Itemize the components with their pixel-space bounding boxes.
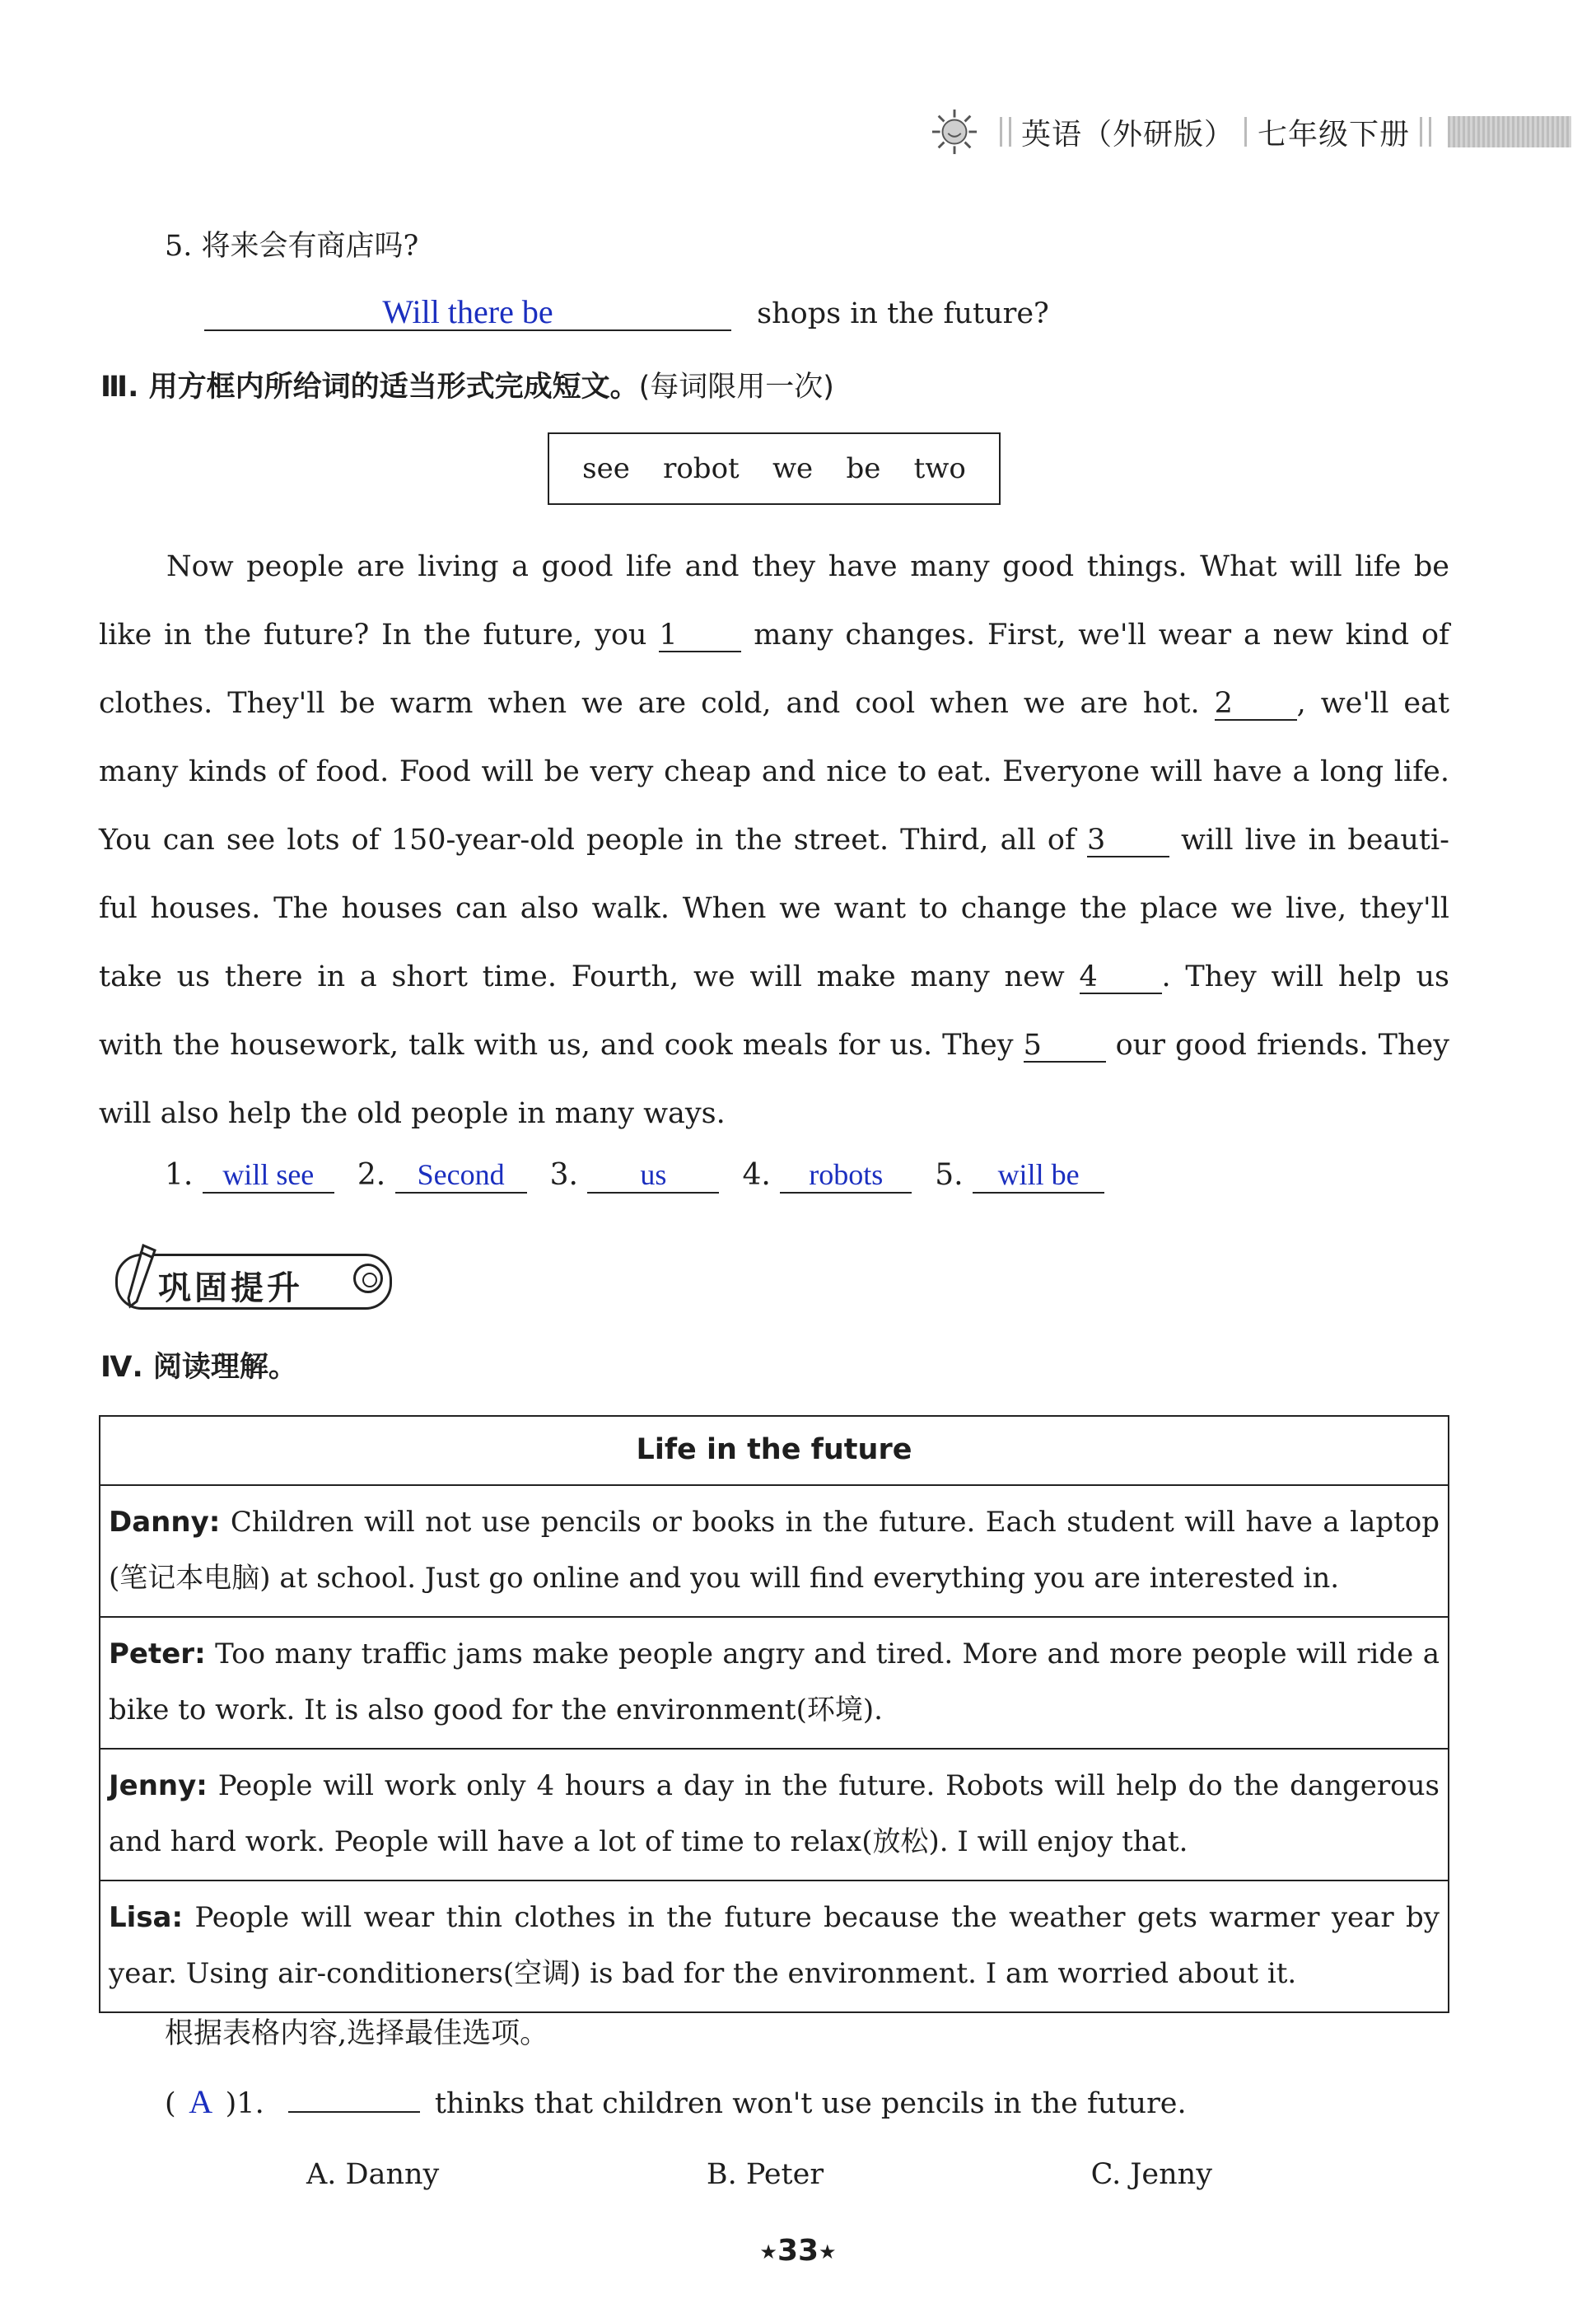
answer-number: 5. (935, 1158, 964, 1192)
answer-text: Second (395, 1157, 527, 1194)
question-1-blank (288, 2111, 420, 2113)
q5-answer: Will there be (204, 295, 731, 331)
answer-text: will see (203, 1157, 334, 1194)
speaker-separator: : (208, 1506, 221, 1539)
header-book-title: 英语（外研版） (1020, 117, 1234, 152)
passage-line (99, 1097, 1449, 1130)
word-box-item: be (846, 452, 881, 485)
passage-line (99, 892, 1449, 925)
table-row (100, 1749, 1449, 1880)
option-a: A. Danny (306, 2158, 440, 2191)
speaker-separator: : (194, 1638, 206, 1670)
table-row (100, 1617, 1449, 1749)
passage-line (99, 755, 1449, 788)
section-banner (107, 1244, 391, 1311)
speaker-name: Jenny (109, 1769, 197, 1802)
passage-text: You can see lots of 150-year-old people in the street. Third, all of (99, 824, 1087, 857)
passage-text: will also help the old people in many ways. (99, 1097, 726, 1130)
passage-text: clothes. They'll be warm when we are cold, and cool when we are hot. (99, 687, 1215, 720)
sun-icon (931, 108, 978, 156)
header-divider (1420, 117, 1431, 147)
table-header-row (100, 1416, 1449, 1485)
answer-item (742, 1157, 912, 1194)
header-divider (1244, 117, 1248, 147)
banner-title: 巩固提升 (158, 1269, 303, 1307)
speaker-text: Children will not use pencils or books in the future. Each student will have a laptop (笔记本电脑) at school. Just go online and you will find everything you are interested in. (109, 1506, 1440, 1595)
speaker-text: People will wear thin clothes in the future because the weather gets warmer year by year. Using air-conditioners(空调) is bad for the environment. I am worried about it. (109, 1901, 1440, 1990)
table-row (100, 1485, 1449, 1617)
answer-item (165, 1157, 334, 1194)
passage-text: many kinds of food. Food will be very cheap and nice to eat. Everyone will have a long life. (99, 755, 1449, 788)
blank-1: 1 (659, 620, 741, 652)
table-cell (100, 1880, 1449, 2012)
option-c: C. Jenny (1090, 2158, 1212, 2191)
passage-text: many changes. First, we'll wear a new kind of (741, 619, 1449, 652)
answer-number: 4. (742, 1158, 771, 1192)
star-icon: ★ (819, 2240, 837, 2264)
passage-line (99, 1029, 1449, 1062)
question-1-text: thinks that children won't use pencils in the future. (434, 2087, 1187, 2120)
passage-text: ful houses. The houses can also walk. When we want to change the place we live, they'll (99, 892, 1449, 925)
section4-instruction: 根据表格内容,选择最佳选项。 (165, 2017, 549, 2050)
question-1-options (306, 2158, 1212, 2191)
passage-text: take us there in a short time. Fourth, we will make many new (99, 960, 1080, 993)
question-1-answer: A (189, 2083, 213, 2120)
option-b: B. Peter (706, 2158, 824, 2191)
passage-text: , we'll eat (1296, 687, 1450, 720)
table-cell (100, 1617, 1449, 1749)
table-title: Life in the future (100, 1416, 1449, 1485)
future-table (99, 1415, 1449, 2013)
q5-prompt: 5. 将来会有商店吗? (165, 230, 419, 263)
passage-line (99, 824, 1449, 857)
passage-line (99, 687, 1449, 720)
q5-answer-line (204, 295, 1049, 331)
section3-note: (每词限用一次) (638, 371, 834, 404)
header-divider (1000, 117, 1011, 147)
question-paren: ( (165, 2087, 176, 2120)
answer-number: 3. (549, 1158, 578, 1192)
answer-item (550, 1157, 720, 1194)
section3-title (100, 364, 834, 405)
speaker-name: Danny (109, 1506, 209, 1539)
question-1 (165, 2083, 1187, 2120)
speaker-text: Too many traffic jams make people angry and tired. More and more people will ride a bike to work. It is also good for the environment(环境). (109, 1638, 1440, 1726)
speaker-separator: : (171, 1901, 184, 1934)
passage-text: with the housework, talk with us, and cook meals for us. They (99, 1029, 1024, 1062)
speaker-name: Lisa (109, 1901, 172, 1934)
speaker-name: Peter (109, 1638, 195, 1670)
passage-line (166, 550, 1449, 583)
passage-text: will live in beauti- (1169, 824, 1449, 857)
answer-item (935, 1157, 1104, 1194)
passage-line (99, 960, 1449, 993)
answer-item (357, 1157, 527, 1194)
blank-5: 5 (1024, 1030, 1106, 1063)
answer-text: robots (780, 1157, 912, 1194)
star-icon: ★ (759, 2240, 777, 2264)
answer-text: will be (973, 1157, 1104, 1194)
blank-2: 2 (1215, 689, 1297, 721)
answer-number: 1. (165, 1158, 194, 1192)
answer-text: us (587, 1157, 719, 1194)
blank-3: 3 (1087, 825, 1169, 857)
word-box-item: robot (663, 452, 740, 485)
passage-text: . They will help us (1161, 960, 1449, 993)
page-header (931, 107, 1571, 157)
word-box (548, 432, 1001, 505)
speaker-text: People will work only 4 hours a day in the future. Robots will help do the dangerous and hard work. People will have a lot of time to relax(放松). I will enjoy that. (109, 1769, 1440, 1858)
section4-title: Ⅳ. 阅读理解。 (100, 1351, 297, 1384)
table-cell (100, 1749, 1449, 1880)
answer-number: 2. (357, 1158, 386, 1192)
word-box-item: two (913, 452, 966, 485)
pencil-icon (119, 1244, 160, 1310)
table-row (100, 1880, 1449, 2012)
table-cell (100, 1485, 1449, 1617)
passage-text: Now people are living a good life and they have many good things. What will life be (166, 550, 1449, 583)
word-box-item: see (582, 452, 630, 485)
target-icon (353, 1264, 383, 1293)
page-number (0, 2234, 1596, 2268)
section3-title-text: Ⅲ. 用方框内所给词的适当形式完成短文。 (100, 371, 639, 404)
header-decoration (1448, 116, 1571, 147)
section3-answers (165, 1157, 1104, 1194)
header-grade: 七年级下册 (1257, 117, 1410, 152)
question-number: )1. (225, 2087, 264, 2120)
page-number-text: 33 (777, 2234, 819, 2268)
word-box-item: we (772, 452, 814, 485)
q5-suffix: shops in the future? (757, 297, 1049, 330)
passage-text: like in the future? In the future, you (99, 619, 660, 652)
blank-4: 4 (1080, 962, 1162, 994)
passage-text: our good friends. They (1105, 1029, 1450, 1062)
passage-line (99, 619, 1449, 652)
speaker-separator: : (196, 1769, 208, 1802)
